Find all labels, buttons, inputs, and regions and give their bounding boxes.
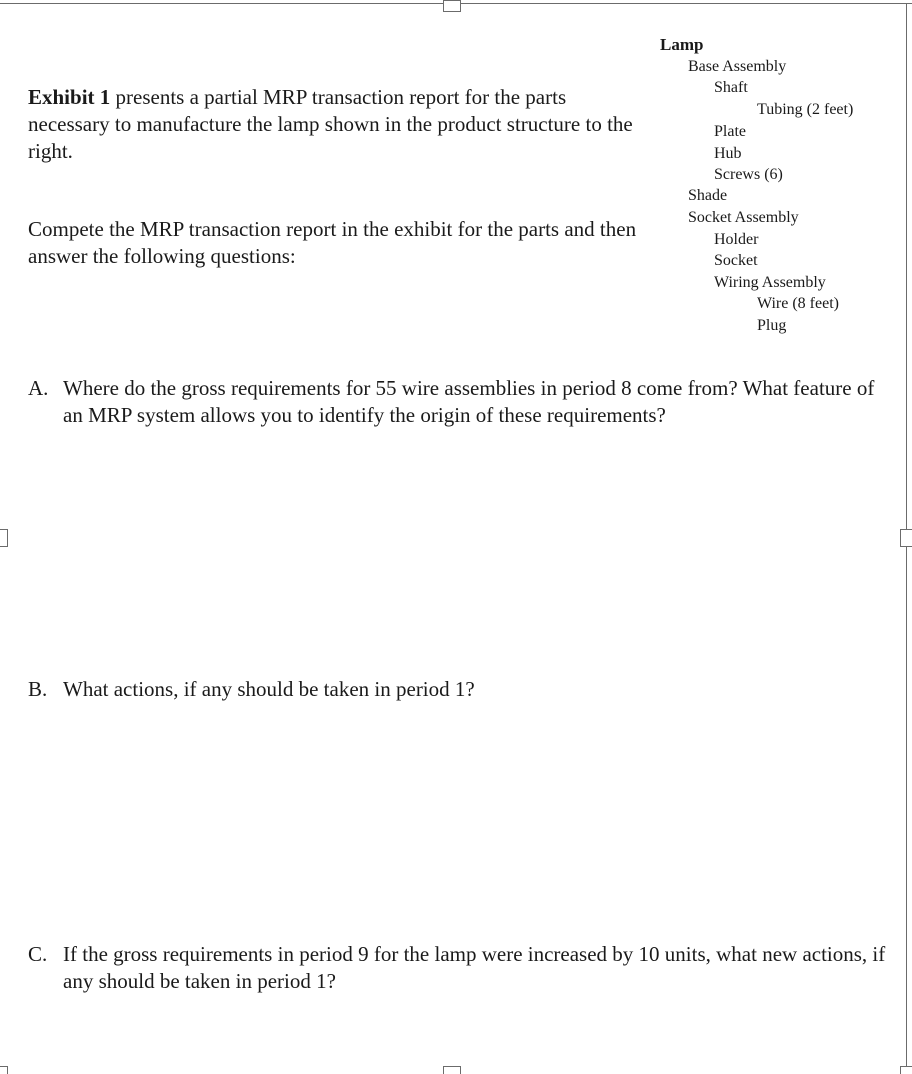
question-b-letter: B. — [28, 677, 48, 701]
bom-item-holder: Holder — [714, 231, 759, 248]
exhibit-label: Exhibit 1 — [28, 85, 111, 109]
question-a-text: Where do the gross requirements for 55 wire assemblies in period 8 come from? What feature of an MRP system allows you to identify the origin of these requirements? — [63, 376, 875, 427]
bom-item-shaft: Shaft — [714, 79, 748, 96]
question-c — [28, 941, 888, 995]
bom-item-hub: Hub — [714, 145, 742, 162]
instruction-paragraph: Compete the MRP transaction report in the exhibit for the parts and then answer the following questions: — [28, 217, 637, 268]
bottom-right-handle — [900, 1066, 912, 1074]
bom-item-socket-assembly: Socket Assembly — [688, 209, 799, 226]
bom-item-screws: Screws (6) — [714, 166, 783, 183]
bom-item-shade: Shade — [688, 187, 728, 204]
bom-item-wire: Wire (8 feet) — [757, 295, 839, 312]
question-a-letter: A. — [28, 376, 49, 400]
right-middle-handle — [900, 529, 912, 547]
exhibit-description: presents a partial MRP transaction report for the parts necessary to manufacture the lamp shown in the product structure to the right. — [28, 85, 633, 163]
question-b-text: What actions, if any should be taken in period 1? — [63, 677, 475, 701]
bottom-center-handle — [443, 1066, 461, 1074]
bom-item-tubing: Tubing (2 feet) — [757, 101, 854, 118]
question-c-text: If the gross requirements in period 9 for the lamp were increased by 10 units, what new actions, if any should be taken in period 1? — [63, 942, 886, 993]
bottom-left-handle — [0, 1066, 8, 1074]
bom-item-base-assembly: Base Assembly — [688, 58, 787, 75]
question-c-letter: C. — [28, 942, 48, 966]
top-center-handle — [443, 0, 461, 12]
bom-item-wiring-assembly: Wiring Assembly — [714, 274, 826, 291]
bom-item-plate: Plate — [714, 123, 746, 140]
question-a — [28, 375, 888, 429]
bom-root-lamp: Lamp — [660, 35, 704, 54]
bom-item-plug: Plug — [757, 317, 787, 334]
exhibit-intro-paragraph — [28, 84, 638, 165]
bom-item-socket: Socket — [714, 252, 758, 269]
question-b — [28, 676, 888, 703]
left-middle-handle — [0, 529, 8, 547]
